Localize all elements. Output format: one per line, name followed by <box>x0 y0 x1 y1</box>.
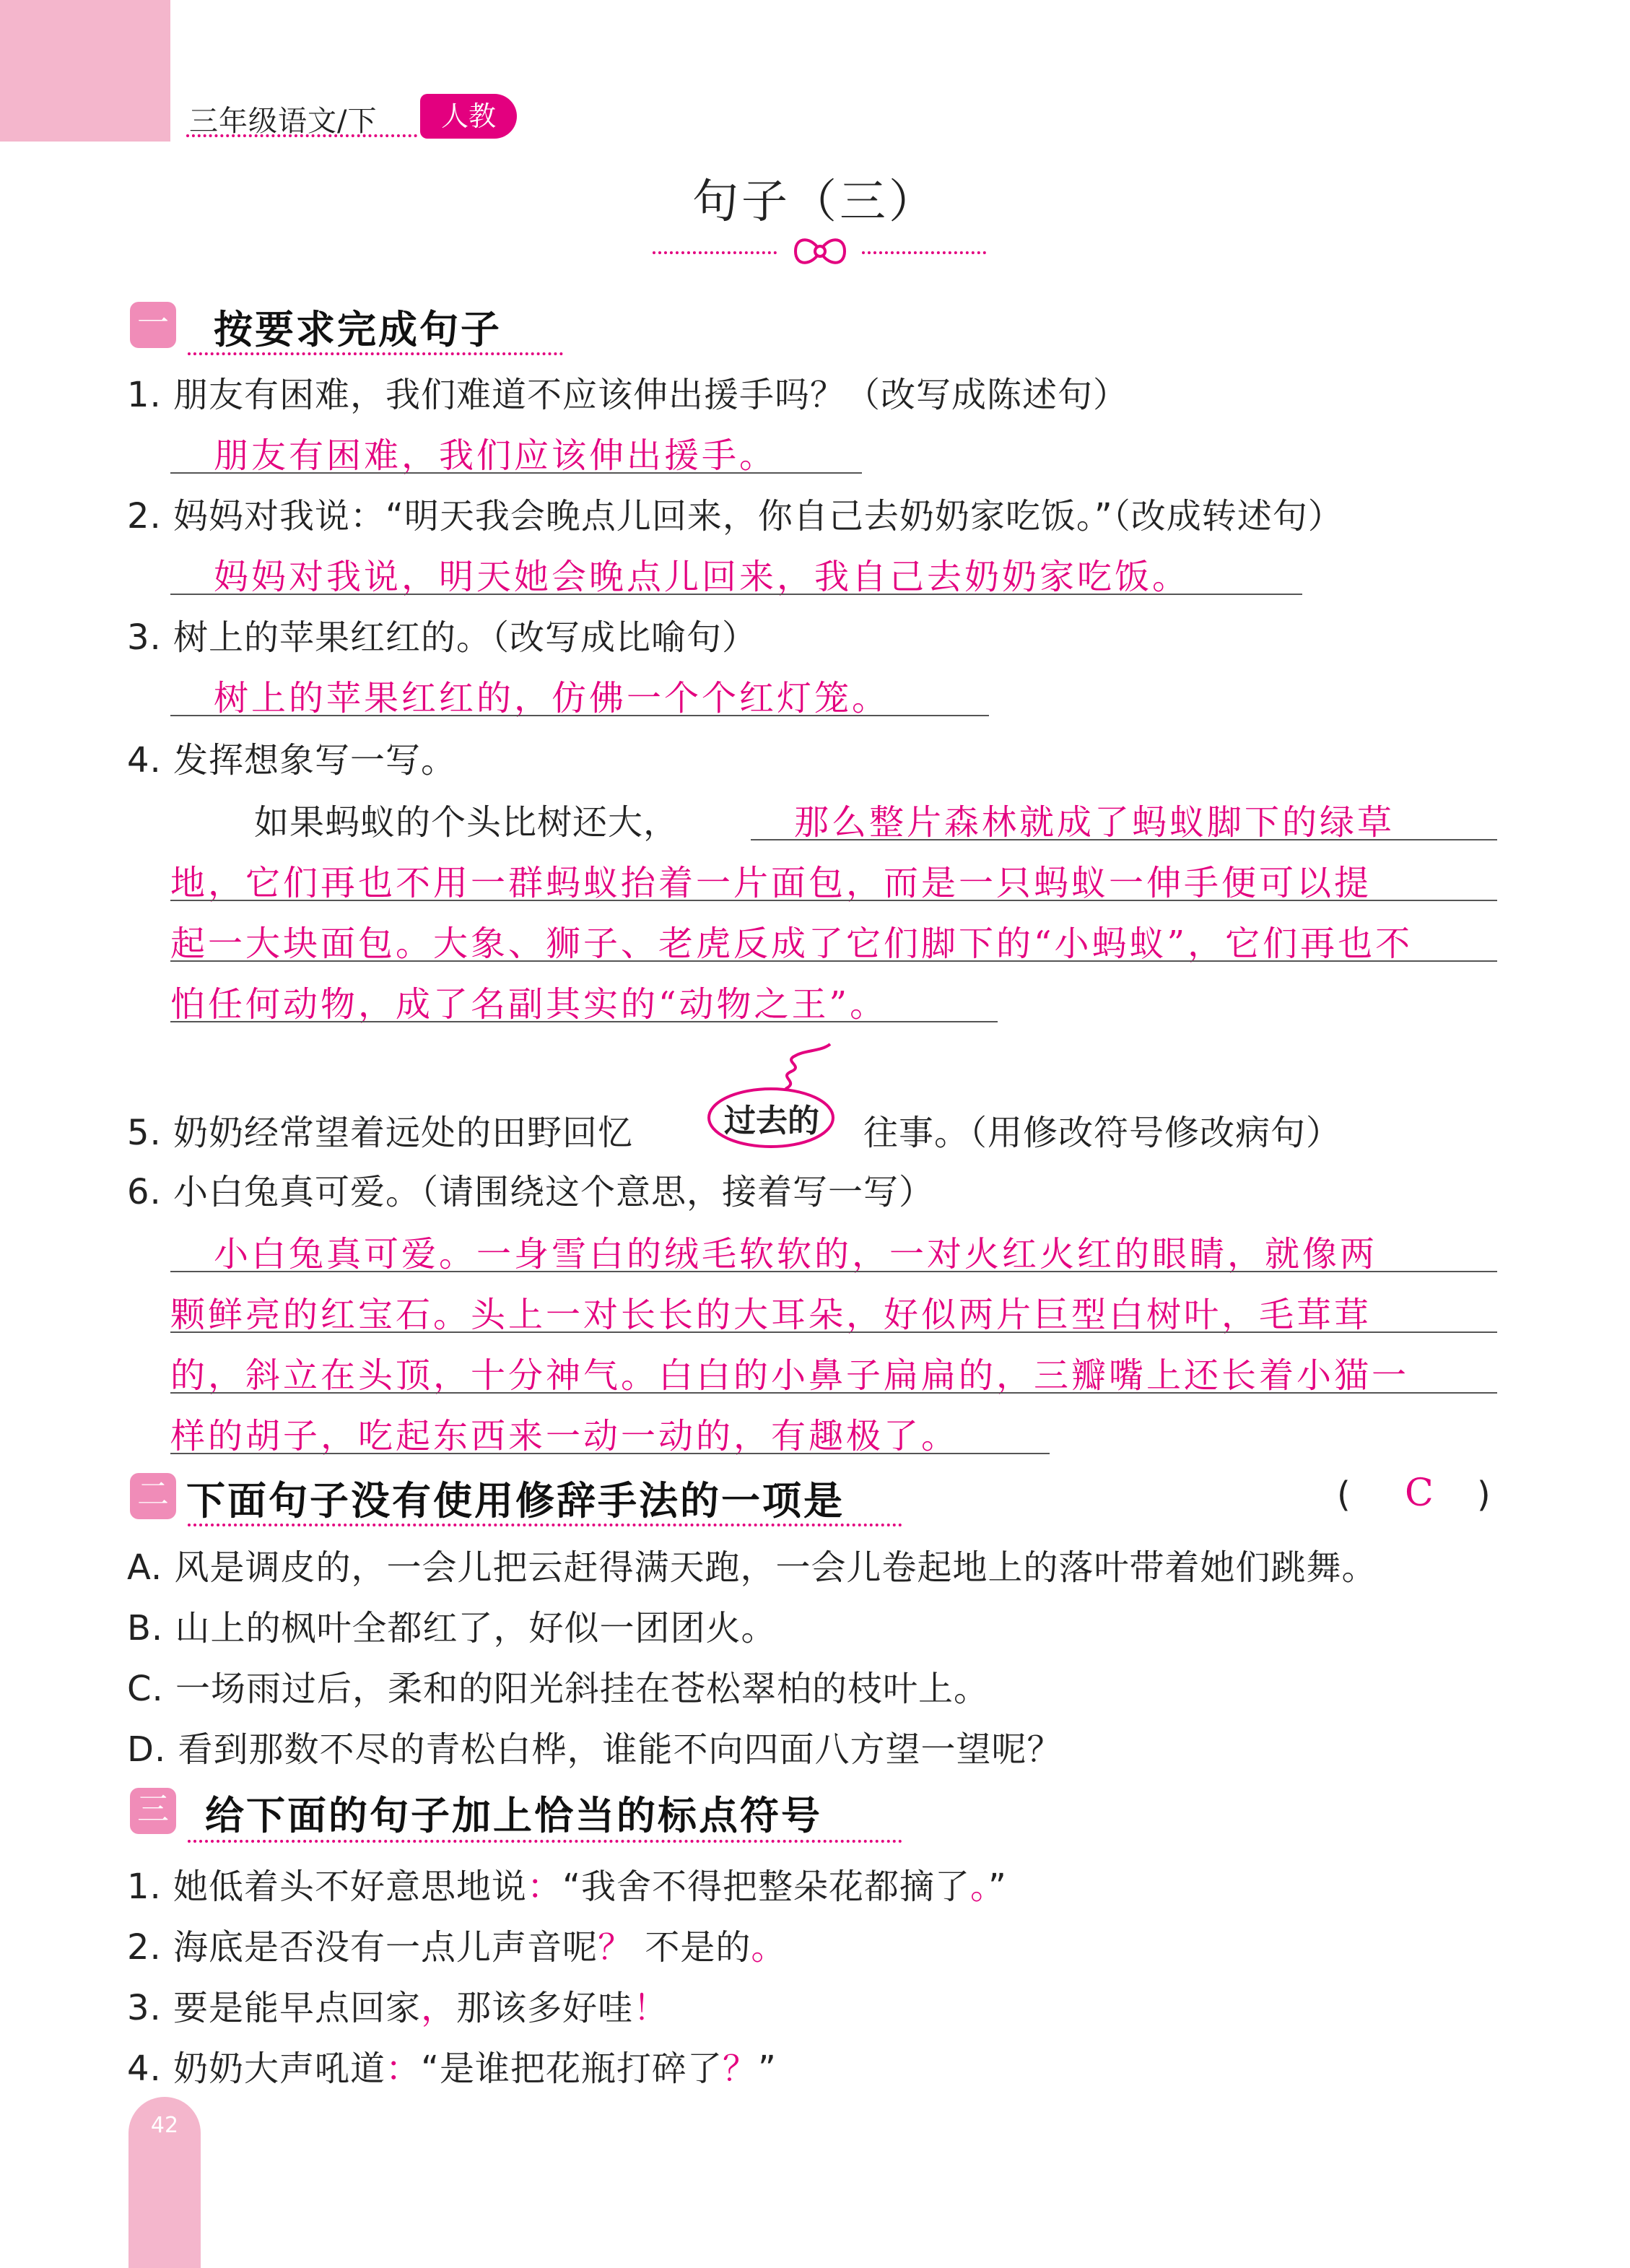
section1-divider <box>188 352 563 355</box>
section1-title: 按要求完成句子 <box>214 307 502 352</box>
answer-line <box>751 839 1497 840</box>
grade-subject-label: 三年级语文/下 <box>189 105 378 138</box>
section3-divider <box>188 1840 902 1843</box>
filled-punctuation: ， <box>421 1988 457 2028</box>
punctuation-question-3: 3. 要是能早点回家，那该多好哇！ <box>127 1988 669 2028</box>
question-1-text: 1. 朋友有困难，我们难道不应该伸出援手吗？（改写成陈述句） <box>127 375 1129 415</box>
title-divider-right <box>862 251 986 254</box>
answer-line <box>170 1021 998 1022</box>
option-a: A. 风是调皮的，一会儿把云赶得满天跑，一会儿卷起地上的落叶带着她们跳舞。 <box>127 1547 1377 1588</box>
section3-title: 给下面的句子加上恰当的标点符号 <box>205 1793 822 1838</box>
punctuation-question-2: 2. 海底是否没有一点儿声音呢？ 不是的。 <box>127 1927 787 1968</box>
answer-line <box>170 472 862 474</box>
answer-paren-right: ) <box>1477 1474 1491 1515</box>
punctuation-question-1: 1. 她低着头不好意思地说：“我舍不得把整朵花都摘了。” <box>127 1867 1007 1907</box>
page-title: 句子（三） <box>692 175 938 229</box>
question-6-answer-line-1: 小白兔真可爱。一身雪白的绒毛软软的，一对火红火红的眼睛，就像两 <box>214 1234 1378 1274</box>
punctuation-question-4: 4. 奶奶大声吼道：“是谁把花瓶打碎了？” <box>127 2048 777 2089</box>
section2-divider <box>188 1524 902 1526</box>
section3-badge: 三 <box>130 1788 176 1834</box>
section2-answer: C <box>1405 1472 1434 1515</box>
question-5-text: 5. 奶奶经常望着远处的田野回忆 <box>127 1113 634 1153</box>
section1-badge: 一 <box>130 302 176 348</box>
filled-punctuation: 。 <box>969 1867 988 1907</box>
answer-line <box>170 1331 1497 1333</box>
question-1-answer: 朋友有困难，我们应该伸出援手。 <box>214 435 777 476</box>
answer-line <box>170 1453 1050 1454</box>
question-6-answer-line-4: 样的胡子，吃起东西来一动一动的，有趣极了。 <box>170 1416 959 1456</box>
question-4-text: 4. 发挥想象写一写。 <box>127 740 457 781</box>
question-5-circled-words: 过去的 <box>724 1103 819 1139</box>
question-2-text: 2. 妈妈对我说：“明天我会晚点儿回来，你自己去奶奶家吃饭。”（改成转述句） <box>127 496 1343 536</box>
answer-line <box>170 715 989 716</box>
question-6-text: 6. 小白兔真可爱。（请围绕这个意思，接着写一写） <box>127 1172 935 1212</box>
bow-icon <box>791 233 849 270</box>
filled-punctuation: 。 <box>751 1927 787 1968</box>
filled-punctuation: ： <box>527 1867 563 1907</box>
answer-paren-left: ( <box>1337 1474 1351 1515</box>
filled-punctuation: ！ <box>633 1988 669 2028</box>
option-b: B. 山上的枫叶全都红了，好似一团团火。 <box>127 1608 777 1648</box>
deletion-mark-icon <box>706 1037 850 1160</box>
section2-badge: 二 <box>130 1473 176 1519</box>
question-4-answer-line-1: 那么整片森林就成了蚂蚁脚下的绿草 <box>794 802 1395 843</box>
corner-tab <box>0 0 170 142</box>
question-2-answer: 妈妈对我说，明天她会晚点儿回来，我自己去奶奶家吃饭。 <box>214 557 1190 597</box>
answer-line <box>170 594 1302 595</box>
section2-title: 下面句子没有使用修辞手法的一项是 <box>186 1478 845 1524</box>
answer-line <box>170 1271 1497 1272</box>
answer-line <box>170 1392 1497 1394</box>
question-6-answer-line-2: 颗鲜亮的红宝石。头上一对长长的大耳朵，好似两片巨型白树叶，毛茸茸 <box>170 1295 1372 1335</box>
option-d: D. 看到那数不尽的青松白桦，谁能不向四面八方望一望呢？ <box>127 1729 1063 1770</box>
filled-punctuation: ？ <box>722 2048 758 2089</box>
edition-badge: 人教 <box>420 94 517 139</box>
question-3-text: 3. 树上的苹果红红的。（改写成比喻句） <box>127 617 758 658</box>
page-number: 42 <box>150 2113 179 2138</box>
answer-line <box>170 900 1497 901</box>
question-3-answer: 树上的苹果红红的，仿佛一个个红灯笼。 <box>214 678 890 718</box>
header-divider <box>186 134 417 137</box>
option-c: C. 一场雨过后，柔和的阳光斜挂在苍松翠柏的枝叶上。 <box>127 1669 990 1709</box>
question-4-prompt: 如果蚂蚁的个头比树还大， <box>254 802 679 843</box>
filled-punctuation: ？ <box>598 1927 634 1968</box>
question-5-text-end: 往事。（用修改符号修改病句） <box>863 1113 1342 1153</box>
filled-punctuation: ： <box>385 2048 422 2089</box>
question-4-answer-line-4: 怕任何动物，成了名副其实的“动物之王”。 <box>170 984 888 1025</box>
title-divider-left <box>653 251 777 254</box>
answer-line <box>170 960 1497 962</box>
question-6-answer-line-3: 的，斜立在头顶，十分神气。白白的小鼻子扁扁的，三瓣嘴上还长着小猫一 <box>170 1355 1410 1396</box>
question-4-answer-line-3: 起一大块面包。大象、狮子、老虎反成了它们脚下的“小蚂蚁”，它们再也不 <box>170 924 1413 964</box>
question-4-answer-line-2: 地，它们再也不用一群蚂蚁抬着一片面包，而是一只蚂蚁一伸手便可以提 <box>170 863 1372 903</box>
